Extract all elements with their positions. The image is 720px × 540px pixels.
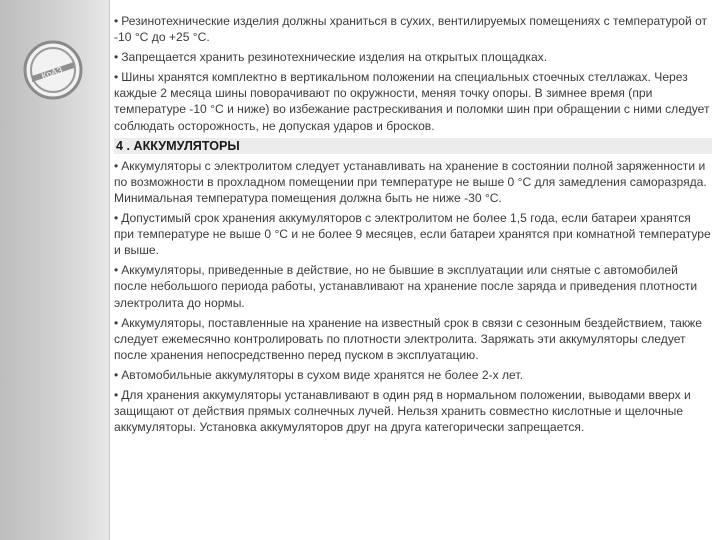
section-heading-batteries: 4 . АККУМУЛЯТОРЫ	[114, 138, 712, 154]
paragraph-battery-dry: • Автомобильные аккумуляторы в сухом виде хранятся не более 2-х лет.	[114, 367, 523, 382]
paragraph-rubber-prohibition: • Запрещается хранить резинотехнические изделия на открытых площадках.	[114, 50, 548, 65]
logo-text: КрАЗ	[40, 64, 64, 82]
kraz-logo-icon	[22, 40, 84, 100]
paragraph-battery-seasonal: • Аккумуляторы, поставленные на хранение на известный срок в связи с сезонным бездействием, также следует ежемесячно контролировать по плотности электролита. Заряжать эти аккумуляторы следует после хранения непосредственно перед пуском в эксплуатацию.	[114, 315, 702, 362]
paragraph-tires: • Шины хранятся комплектно в вертикальном положении на специальных стоечных стеллажах. Через каждые 2 месяца шины поворачивают по окружности, меняя точку опоры. В зимнее время (при температуре -10 °С и ниже) во избежание растрескивания и поломки шин при обращении с ними следует соблюдать осторожность, не допуская ударов и бросков.	[114, 70, 710, 133]
paragraph-battery-used: • Аккумуляторы, приведенные в действие, но не бывшие в эксплуатации или снятые с автомобилей после небольшого периода работы, устанавливают на хранение после заряда и приведения плотности электролита до нормы.	[114, 263, 698, 310]
paragraph-battery-electrolyte: • Аккумуляторы с электролитом следует устанавливать на хранение в состоянии полной заряженности и по возможности в прохладном помещении при температуре не выше 0 °С для замедления саморазряда. Минимальная температура помещения должна быть не ниже -30 °С.	[114, 158, 707, 205]
document-content	[114, 13, 712, 439]
paragraph-battery-placement: • Для хранения аккумуляторы устанавливают в один ряд в нормальном положении, выводами вверх и защищают от действия прямых солнечных лучей. Нельзя хранить совместно кислотные и щелочные аккумуляторы. Установка аккумуляторов друг на друга категорически запрещается.	[114, 387, 691, 435]
paragraph-rubber-storage: • Резинотехнические изделия должны храниться в сухих, вентилируемых помещениях с температурой от -10 °С до +25 °С.	[114, 14, 708, 45]
paragraph-battery-term: • Допустимый срок хранения аккумуляторов с электролитом не более 1,5 года, если батареи хранятся при температуре не выше 0 °С и не более 9 месяцев, если батареи хранятся при комнатной температуре и выше.	[114, 211, 711, 258]
slide-sidebar	[0, 0, 110, 540]
